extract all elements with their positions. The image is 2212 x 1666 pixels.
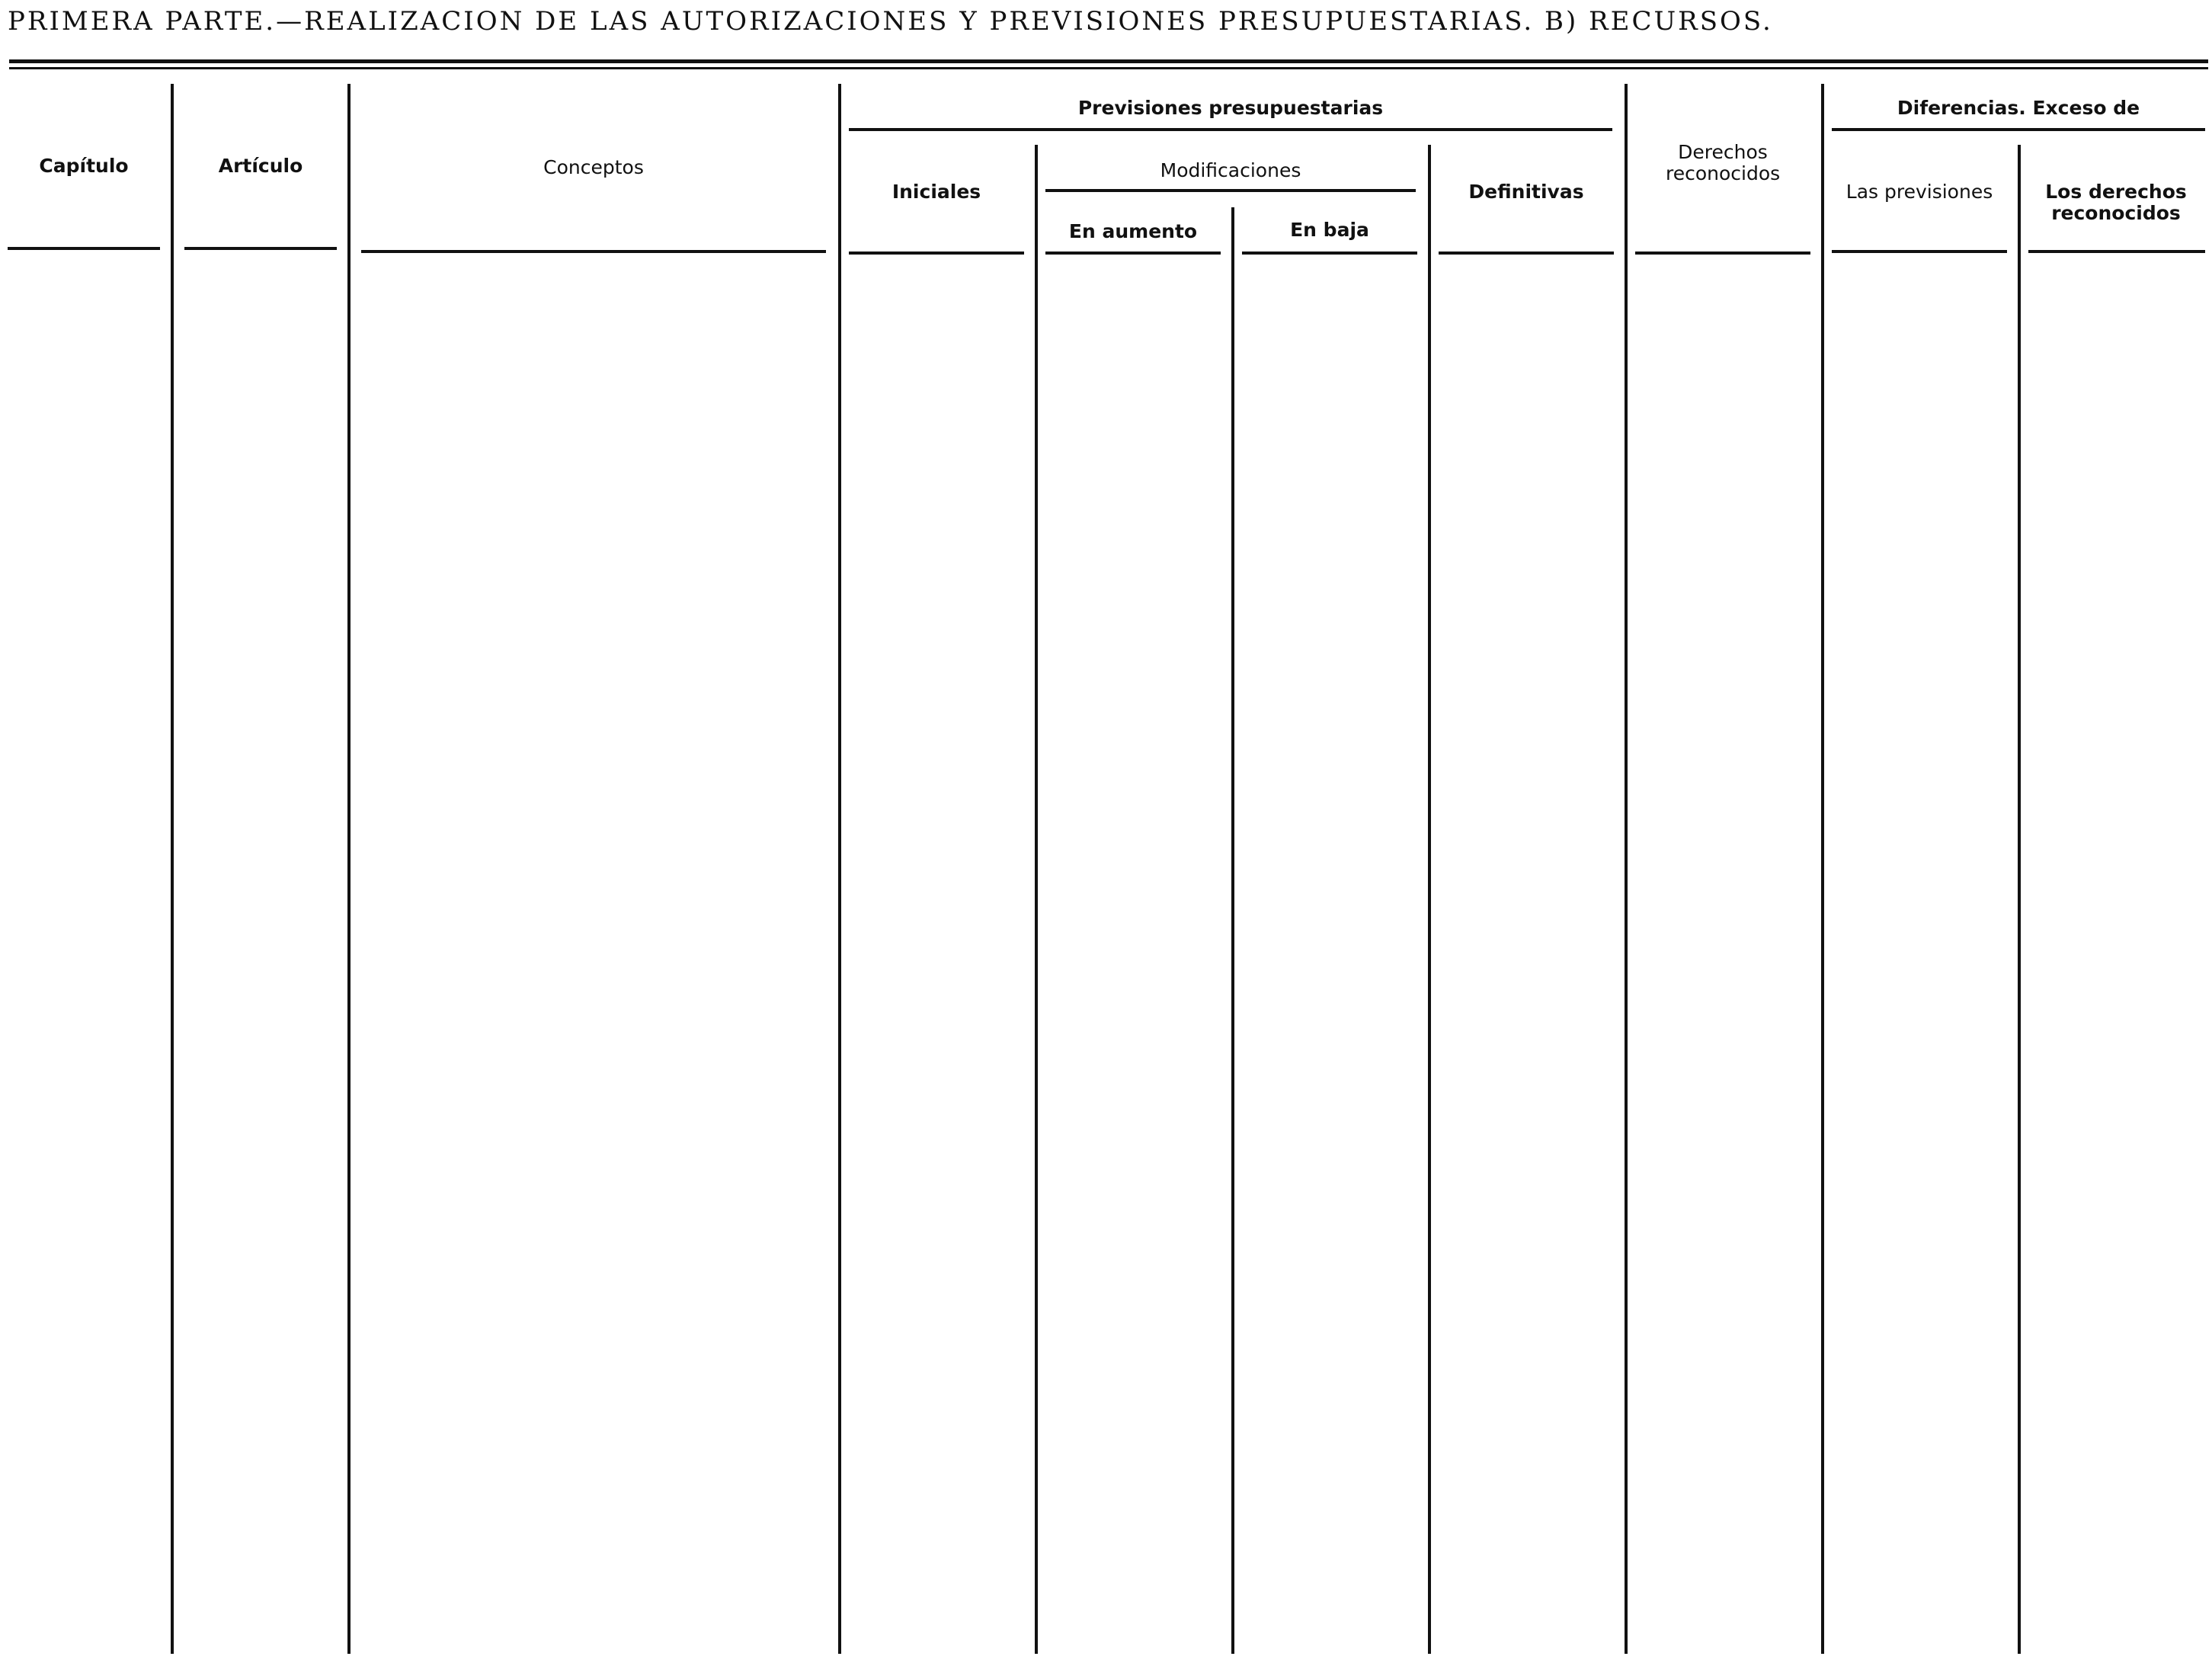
header-las-previsiones: Las previsiones <box>1845 181 1993 203</box>
header-rule-definitivas <box>1439 252 1614 255</box>
header-rule-en-aumento <box>1045 252 1221 255</box>
header-derechos-reconocidos: Derechos reconocidos <box>1666 141 1781 184</box>
modificaciones-group-rule <box>1045 189 1416 192</box>
header-rule-en-baja <box>1242 252 1417 255</box>
header-capitulo: Capítulo <box>39 155 129 177</box>
top-rule-upper <box>9 59 2208 63</box>
table-body <box>8 259 2205 1654</box>
header-rule-capitulo <box>8 247 160 250</box>
previsiones-group-rule <box>849 128 1612 131</box>
header-iniciales: Iniciales <box>892 181 981 203</box>
top-rule-lower <box>9 67 2208 69</box>
header-modificaciones-group: Modificaciones <box>1160 159 1301 181</box>
header-en-baja: En baja <box>1290 219 1369 241</box>
header-rule-derechos <box>1635 252 1810 255</box>
header-rule-articulo <box>184 247 337 250</box>
header-articulo: Artículo <box>218 155 303 177</box>
header-previsiones-group: Previsiones presupuestarias <box>1077 97 1384 119</box>
diferencias-group-rule <box>1832 128 2205 131</box>
header-rule-los-derechos <box>2028 250 2205 253</box>
header-los-derechos-reconocidos: Los derechos reconocidos <box>2045 181 2187 224</box>
page-title: PRIMERA PARTE.—REALIZACION DE LAS AUTORIZACIONES Y PREVISIONES PRESUPUESTARIAS. B) RECURSOS. <box>8 6 1773 37</box>
header-rule-conceptos <box>361 250 826 253</box>
header-definitivas: Definitivas <box>1468 181 1584 203</box>
header-conceptos: Conceptos <box>543 156 644 178</box>
header-en-aumento: En aumento <box>1068 220 1198 242</box>
header-rule-iniciales <box>849 252 1024 255</box>
header-diferencias-group: Diferencias. Exceso de <box>1897 97 2140 119</box>
header-rule-las-previsiones <box>1832 250 2007 253</box>
